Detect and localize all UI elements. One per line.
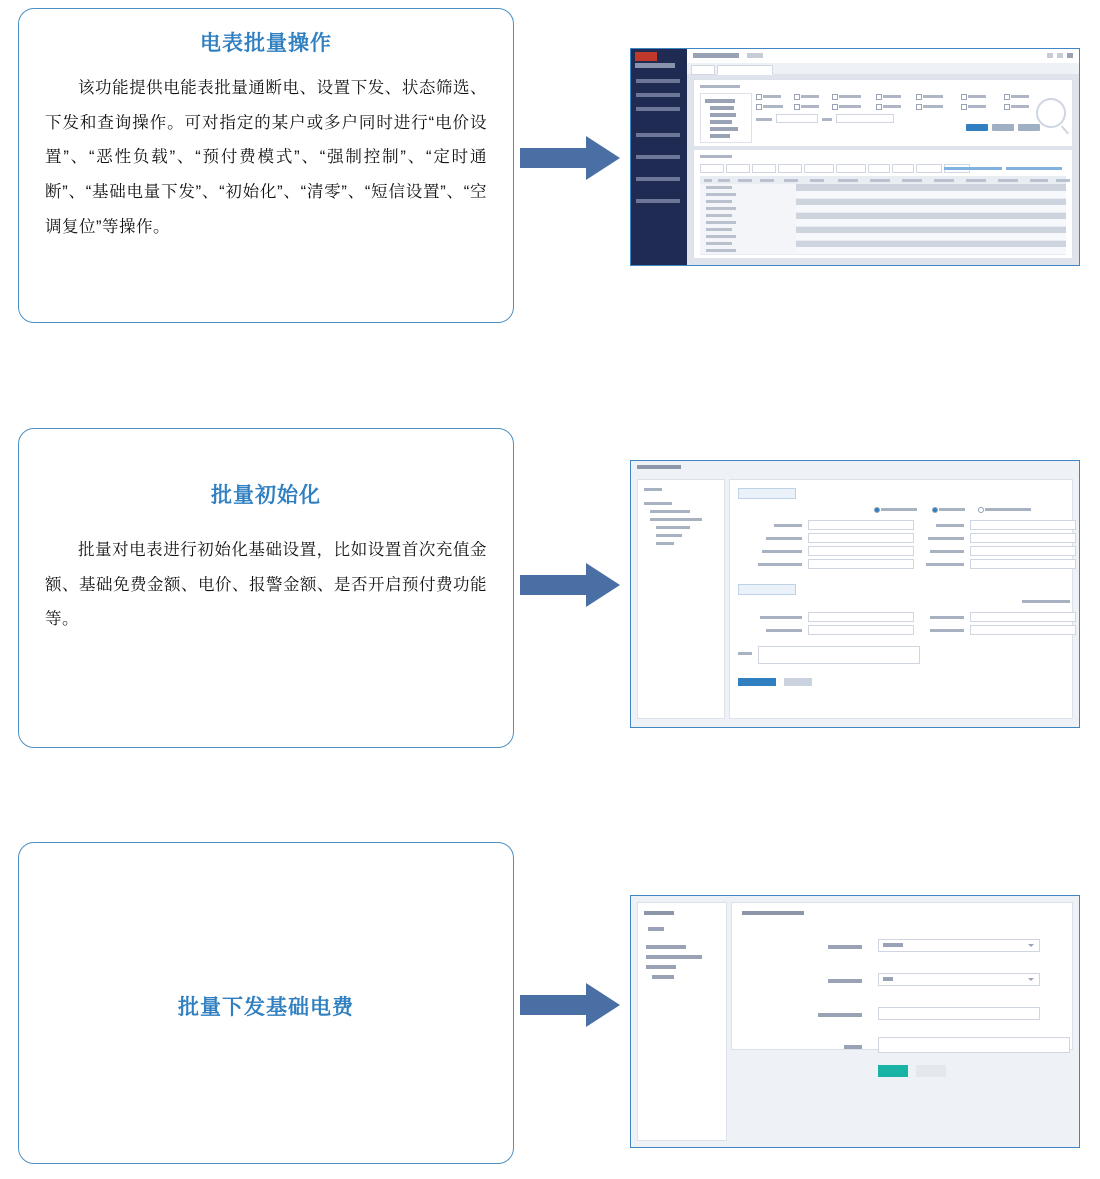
minimize-icon[interactable] xyxy=(1047,53,1053,58)
toolbar-button[interactable] xyxy=(752,164,776,173)
field-label xyxy=(760,616,802,619)
card-batch-issue-base-fee xyxy=(18,842,514,1164)
card-title: 批量初始化 xyxy=(211,484,321,507)
tree-node[interactable] xyxy=(644,502,672,505)
field-input[interactable] xyxy=(970,559,1076,569)
field-input[interactable] xyxy=(970,612,1076,622)
sidebar-item-0[interactable] xyxy=(636,79,680,83)
batch-issue-base-fee-screenshot[interactable] xyxy=(630,895,1080,1148)
checkbox-label xyxy=(968,105,986,108)
checkbox-label xyxy=(968,95,986,98)
checkbox[interactable] xyxy=(832,94,838,100)
field-label xyxy=(926,563,964,566)
tree-node[interactable] xyxy=(646,945,686,949)
tree-header xyxy=(644,488,662,491)
field-input[interactable] xyxy=(970,625,1076,635)
radio-label xyxy=(881,508,917,511)
column-header xyxy=(718,179,730,182)
tab-bar[interactable] xyxy=(687,63,1079,75)
column-header xyxy=(966,179,986,182)
cell xyxy=(706,193,736,196)
card-batch-initialize xyxy=(18,428,514,748)
filter-input[interactable] xyxy=(836,114,894,123)
checkbox[interactable] xyxy=(756,104,762,110)
sidebar-item-3[interactable] xyxy=(636,133,680,137)
tree-node[interactable] xyxy=(646,955,702,959)
toolbar-button[interactable] xyxy=(778,164,802,173)
section-batch-initialize xyxy=(0,420,1100,780)
tree-node[interactable] xyxy=(656,534,682,537)
checkbox-label xyxy=(883,105,901,108)
operation-checkbox-group[interactable] xyxy=(756,94,994,124)
card-body: 批量对电表进行初始化基础设置，比如设置首次充值金额、基础免费金额、电价、报警金额、是否开启预付费功能等。 xyxy=(45,541,487,629)
column-header xyxy=(998,179,1018,182)
column-header xyxy=(784,179,798,182)
sidebar-item-6[interactable] xyxy=(636,199,680,203)
filter-label xyxy=(756,118,772,121)
cell xyxy=(706,249,736,252)
column-header xyxy=(760,179,774,182)
toolbar-button[interactable] xyxy=(804,164,834,173)
query-button[interactable] xyxy=(966,124,988,131)
column-header xyxy=(838,179,858,182)
checkbox-label xyxy=(801,105,819,108)
select-value xyxy=(883,943,903,947)
dialog-title xyxy=(637,465,681,469)
checkbox-label xyxy=(801,95,819,98)
field-label xyxy=(758,563,802,566)
field-label xyxy=(930,616,964,619)
titlebar-title xyxy=(693,53,739,58)
field-label xyxy=(828,979,862,983)
field-label xyxy=(766,629,802,632)
section-batch-meter-operation xyxy=(0,0,1100,340)
column-header xyxy=(1030,179,1048,182)
arrow-right-2 xyxy=(516,555,626,615)
chevron-down-icon[interactable] xyxy=(1028,944,1034,947)
toolbar-button[interactable] xyxy=(700,164,724,173)
tree-node[interactable] xyxy=(650,510,690,513)
confirm-button[interactable] xyxy=(878,1065,908,1077)
field-input[interactable] xyxy=(808,625,914,635)
toolbar-button[interactable] xyxy=(726,164,750,173)
base-amount-input[interactable] xyxy=(878,1007,1040,1020)
field-label xyxy=(828,945,862,949)
toolbar-button[interactable] xyxy=(892,164,914,173)
sidebar-item-4[interactable] xyxy=(636,155,680,159)
select-operation[interactable] xyxy=(878,973,1040,986)
field-input[interactable] xyxy=(808,546,914,556)
card-title: 批量下发基础电费 xyxy=(178,996,354,1019)
tree-node[interactable] xyxy=(710,113,736,117)
tree-node[interactable] xyxy=(710,106,734,110)
checkbox[interactable] xyxy=(876,94,882,100)
field-input[interactable] xyxy=(970,546,1076,556)
checkbox[interactable] xyxy=(1004,104,1010,110)
field-input[interactable] xyxy=(808,559,914,569)
radio-option[interactable] xyxy=(978,507,984,513)
tree-node[interactable] xyxy=(646,965,676,969)
checkbox[interactable] xyxy=(961,104,967,110)
column-header xyxy=(870,179,890,182)
cell xyxy=(706,186,732,189)
checkbox[interactable] xyxy=(794,104,800,110)
radio-option[interactable] xyxy=(874,507,880,513)
section-header-init-params xyxy=(738,488,796,499)
results-panel xyxy=(693,149,1073,259)
org-tree[interactable] xyxy=(700,93,752,143)
cell xyxy=(706,200,732,203)
cell xyxy=(706,242,732,245)
checkbox-label xyxy=(763,105,783,108)
checkbox[interactable] xyxy=(1004,94,1010,100)
results-toolbar[interactable] xyxy=(700,164,1066,173)
sidebar-item-5[interactable] xyxy=(636,177,680,181)
tree-node[interactable] xyxy=(652,975,674,979)
tree-node[interactable] xyxy=(656,542,674,545)
field-label xyxy=(928,537,964,540)
remark-label xyxy=(738,652,752,655)
radio-label xyxy=(939,508,965,511)
field-label xyxy=(818,1013,862,1017)
app-name xyxy=(635,63,675,68)
checkbox[interactable] xyxy=(876,104,882,110)
section-batch-issue-base-fee xyxy=(0,830,1100,1179)
field-label xyxy=(766,537,802,540)
checkbox[interactable] xyxy=(916,104,922,110)
card-batch-meter-operation xyxy=(18,8,514,323)
status-legend xyxy=(1006,167,1062,170)
search-icon[interactable] xyxy=(1036,98,1066,128)
app-titlebar xyxy=(687,49,1079,64)
cell xyxy=(706,228,732,231)
card-title: 电表批量操作 xyxy=(200,32,332,55)
toolbar-button[interactable] xyxy=(836,164,866,173)
tree-node[interactable] xyxy=(656,526,690,529)
field-label xyxy=(930,550,964,553)
org-tree-panel[interactable] xyxy=(637,479,725,719)
cancel-button[interactable] xyxy=(916,1065,946,1077)
column-header xyxy=(934,179,954,182)
field-input[interactable] xyxy=(808,520,914,530)
checkbox[interactable] xyxy=(756,94,762,100)
form-panel[interactable] xyxy=(729,479,1073,719)
cell xyxy=(706,214,732,217)
batch-operation-button[interactable] xyxy=(992,124,1014,131)
checkbox-label xyxy=(1011,105,1029,108)
app-sidebar[interactable] xyxy=(631,49,687,265)
tab-batch-operation[interactable] xyxy=(717,65,773,75)
results-title xyxy=(700,155,732,158)
tree-node[interactable] xyxy=(705,99,735,103)
filter-panel xyxy=(693,79,1073,147)
batch-meter-operation-screenshot[interactable] xyxy=(630,48,1080,266)
tree-node[interactable] xyxy=(710,134,730,138)
select-type[interactable] xyxy=(878,939,1040,952)
toolbar-button[interactable] xyxy=(868,164,890,173)
field-label xyxy=(844,1045,862,1049)
section-header-prepay-params xyxy=(738,584,796,595)
checkbox[interactable] xyxy=(832,104,838,110)
card-body: 该功能提供电能表批量通断电、设置下发、状态筛选、下发和查询操作。可对指定的某户或多户同时进行“电价设置”、“恶性负载”、“预付费模式”、“强制控制”、“定时通断”、“基础电量下发”、“初始化”、“清零”、“短信设置”、“空调复位”等操作。 xyxy=(45,79,487,236)
cell xyxy=(706,221,736,224)
sidebar-item-1[interactable] xyxy=(636,93,680,97)
tree-header xyxy=(648,927,664,931)
checkbox[interactable] xyxy=(794,94,800,100)
confirm-init-button[interactable] xyxy=(738,678,776,686)
tree-node[interactable] xyxy=(650,518,702,521)
field-input[interactable] xyxy=(808,612,914,622)
cell xyxy=(706,207,736,210)
checkbox-label xyxy=(1011,95,1029,98)
form-title xyxy=(742,911,804,915)
tree-panel-title xyxy=(644,911,674,915)
filter-input[interactable] xyxy=(776,114,818,123)
field-label xyxy=(930,629,964,632)
cancel-button[interactable] xyxy=(784,678,812,686)
section-note xyxy=(1022,600,1070,603)
checkbox-label xyxy=(839,105,861,108)
tree-node[interactable] xyxy=(710,120,732,124)
field-input[interactable] xyxy=(970,533,1076,543)
org-tree-panel[interactable] xyxy=(637,902,727,1141)
arrow-right-3 xyxy=(516,975,626,1035)
remark-textarea[interactable] xyxy=(758,646,920,664)
field-input[interactable] xyxy=(970,520,1076,530)
checkbox[interactable] xyxy=(961,94,967,100)
column-header xyxy=(810,179,824,182)
remark-input[interactable] xyxy=(878,1037,1070,1053)
filter-label xyxy=(822,118,832,121)
arrow-right-1 xyxy=(516,128,626,188)
field-label xyxy=(762,550,802,553)
maximize-icon[interactable] xyxy=(1057,53,1063,58)
toolbar-button[interactable] xyxy=(916,164,942,173)
checkbox-label xyxy=(883,95,901,98)
status-legend xyxy=(944,167,1002,170)
tab-home[interactable] xyxy=(691,65,715,75)
table-body[interactable] xyxy=(700,184,1066,254)
filter-panel-title xyxy=(700,85,740,88)
form-panel[interactable] xyxy=(731,902,1073,1050)
column-header xyxy=(902,179,922,182)
titlebar-subtitle xyxy=(747,53,763,58)
checkbox-label xyxy=(839,95,861,98)
sidebar-item-2[interactable] xyxy=(636,107,680,111)
export-button[interactable] xyxy=(1018,124,1040,131)
tree-node[interactable] xyxy=(710,127,738,131)
checkbox-label xyxy=(923,105,943,108)
checkbox-label xyxy=(763,95,781,98)
batch-initialize-screenshot[interactable] xyxy=(630,460,1080,728)
cell xyxy=(706,235,736,238)
close-icon[interactable] xyxy=(1067,53,1073,58)
radio-option[interactable] xyxy=(932,507,938,513)
column-header xyxy=(1056,179,1070,182)
checkbox-label xyxy=(923,95,943,98)
column-header xyxy=(704,179,712,182)
field-label xyxy=(936,524,964,527)
chevron-down-icon[interactable] xyxy=(1028,978,1034,981)
checkbox[interactable] xyxy=(916,94,922,100)
radio-group-prepay[interactable] xyxy=(874,506,1064,514)
column-header xyxy=(738,179,752,182)
field-label xyxy=(774,524,802,527)
select-value xyxy=(883,977,893,981)
field-input[interactable] xyxy=(808,533,914,543)
radio-label xyxy=(985,508,1031,511)
app-logo-icon xyxy=(635,52,657,61)
